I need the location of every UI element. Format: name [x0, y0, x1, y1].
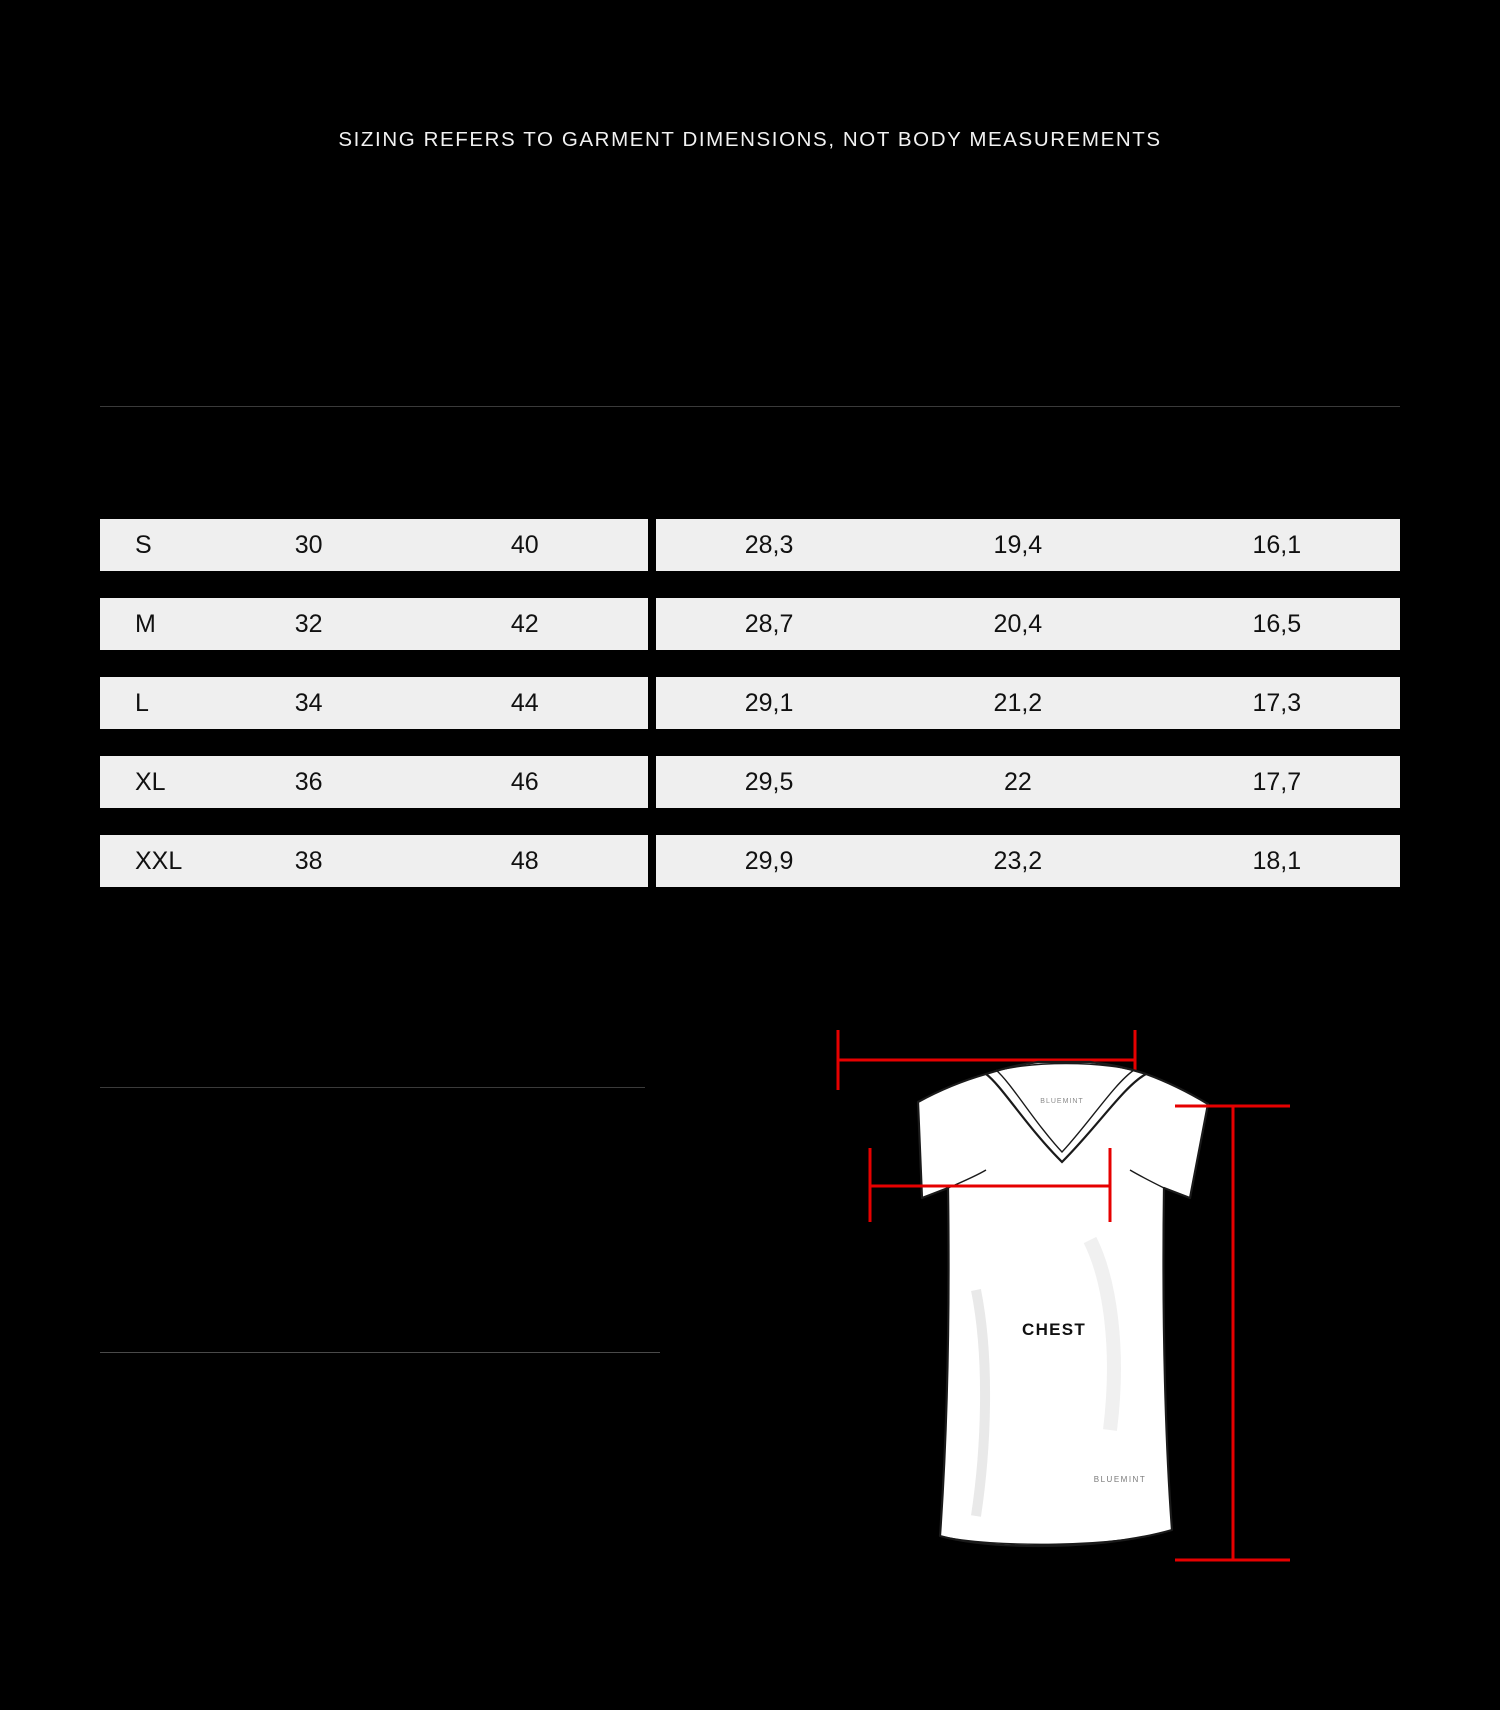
- cell-col6: 16,5: [1154, 598, 1400, 650]
- cell-col6: 17,3: [1154, 677, 1400, 729]
- cell-gap: [648, 519, 656, 571]
- cell-size: L: [100, 677, 216, 729]
- cell-col2: 34: [216, 677, 402, 729]
- cell-col3: 48: [402, 835, 648, 887]
- cell-col4: 29,9: [656, 835, 882, 887]
- cell-col5: 20,4: [882, 598, 1153, 650]
- chest-label: CHEST: [1022, 1320, 1087, 1339]
- cell-size: S: [100, 519, 216, 571]
- cell-col3: 46: [402, 756, 648, 808]
- cell-col4: 28,3: [656, 519, 882, 571]
- garment-diagram: [790, 1030, 1400, 1690]
- cell-gap: [648, 598, 656, 650]
- cell-gap: [648, 835, 656, 887]
- table-row: [100, 519, 1400, 571]
- cell-col3: 42: [402, 598, 648, 650]
- divider-lower-2: [100, 1352, 660, 1353]
- size-table: [100, 492, 1400, 914]
- cell-gap: [648, 756, 656, 808]
- cell-col6: 17,7: [1154, 756, 1400, 808]
- cell-size: XXL: [100, 835, 216, 887]
- cell-col5: 19,4: [882, 519, 1153, 571]
- cell-col5: 22: [882, 756, 1153, 808]
- cell-col4: 29,1: [656, 677, 882, 729]
- cell-col3: 40: [402, 519, 648, 571]
- tshirt-illustration: [918, 1062, 1208, 1546]
- divider-lower-1: [100, 1087, 645, 1088]
- table-row: [100, 677, 1400, 729]
- cell-size: M: [100, 598, 216, 650]
- cell-gap: [648, 677, 656, 729]
- cell-col5: 21,2: [882, 677, 1153, 729]
- cell-col4: 29,5: [656, 756, 882, 808]
- divider-top: [100, 406, 1400, 407]
- table-row: [100, 835, 1400, 887]
- svg-text:BLUEMINT: BLUEMINT: [1040, 1098, 1084, 1105]
- page-title: SIZING REFERS TO GARMENT DIMENSIONS, NOT BODY MEASUREMENTS: [338, 128, 1162, 151]
- cell-size: XL: [100, 756, 216, 808]
- cell-col3: 44: [402, 677, 648, 729]
- cell-col6: 18,1: [1154, 835, 1400, 887]
- cell-col2: 32: [216, 598, 402, 650]
- cell-col2: 30: [216, 519, 402, 571]
- cell-col2: 38: [216, 835, 402, 887]
- svg-text:BLUEMINT: BLUEMINT: [1093, 1475, 1147, 1484]
- table-row: [100, 598, 1400, 650]
- table-row: [100, 756, 1400, 808]
- cell-col5: 23,2: [882, 835, 1153, 887]
- cell-col6: 16,1: [1154, 519, 1400, 571]
- cell-col4: 28,7: [656, 598, 882, 650]
- cell-col2: 36: [216, 756, 402, 808]
